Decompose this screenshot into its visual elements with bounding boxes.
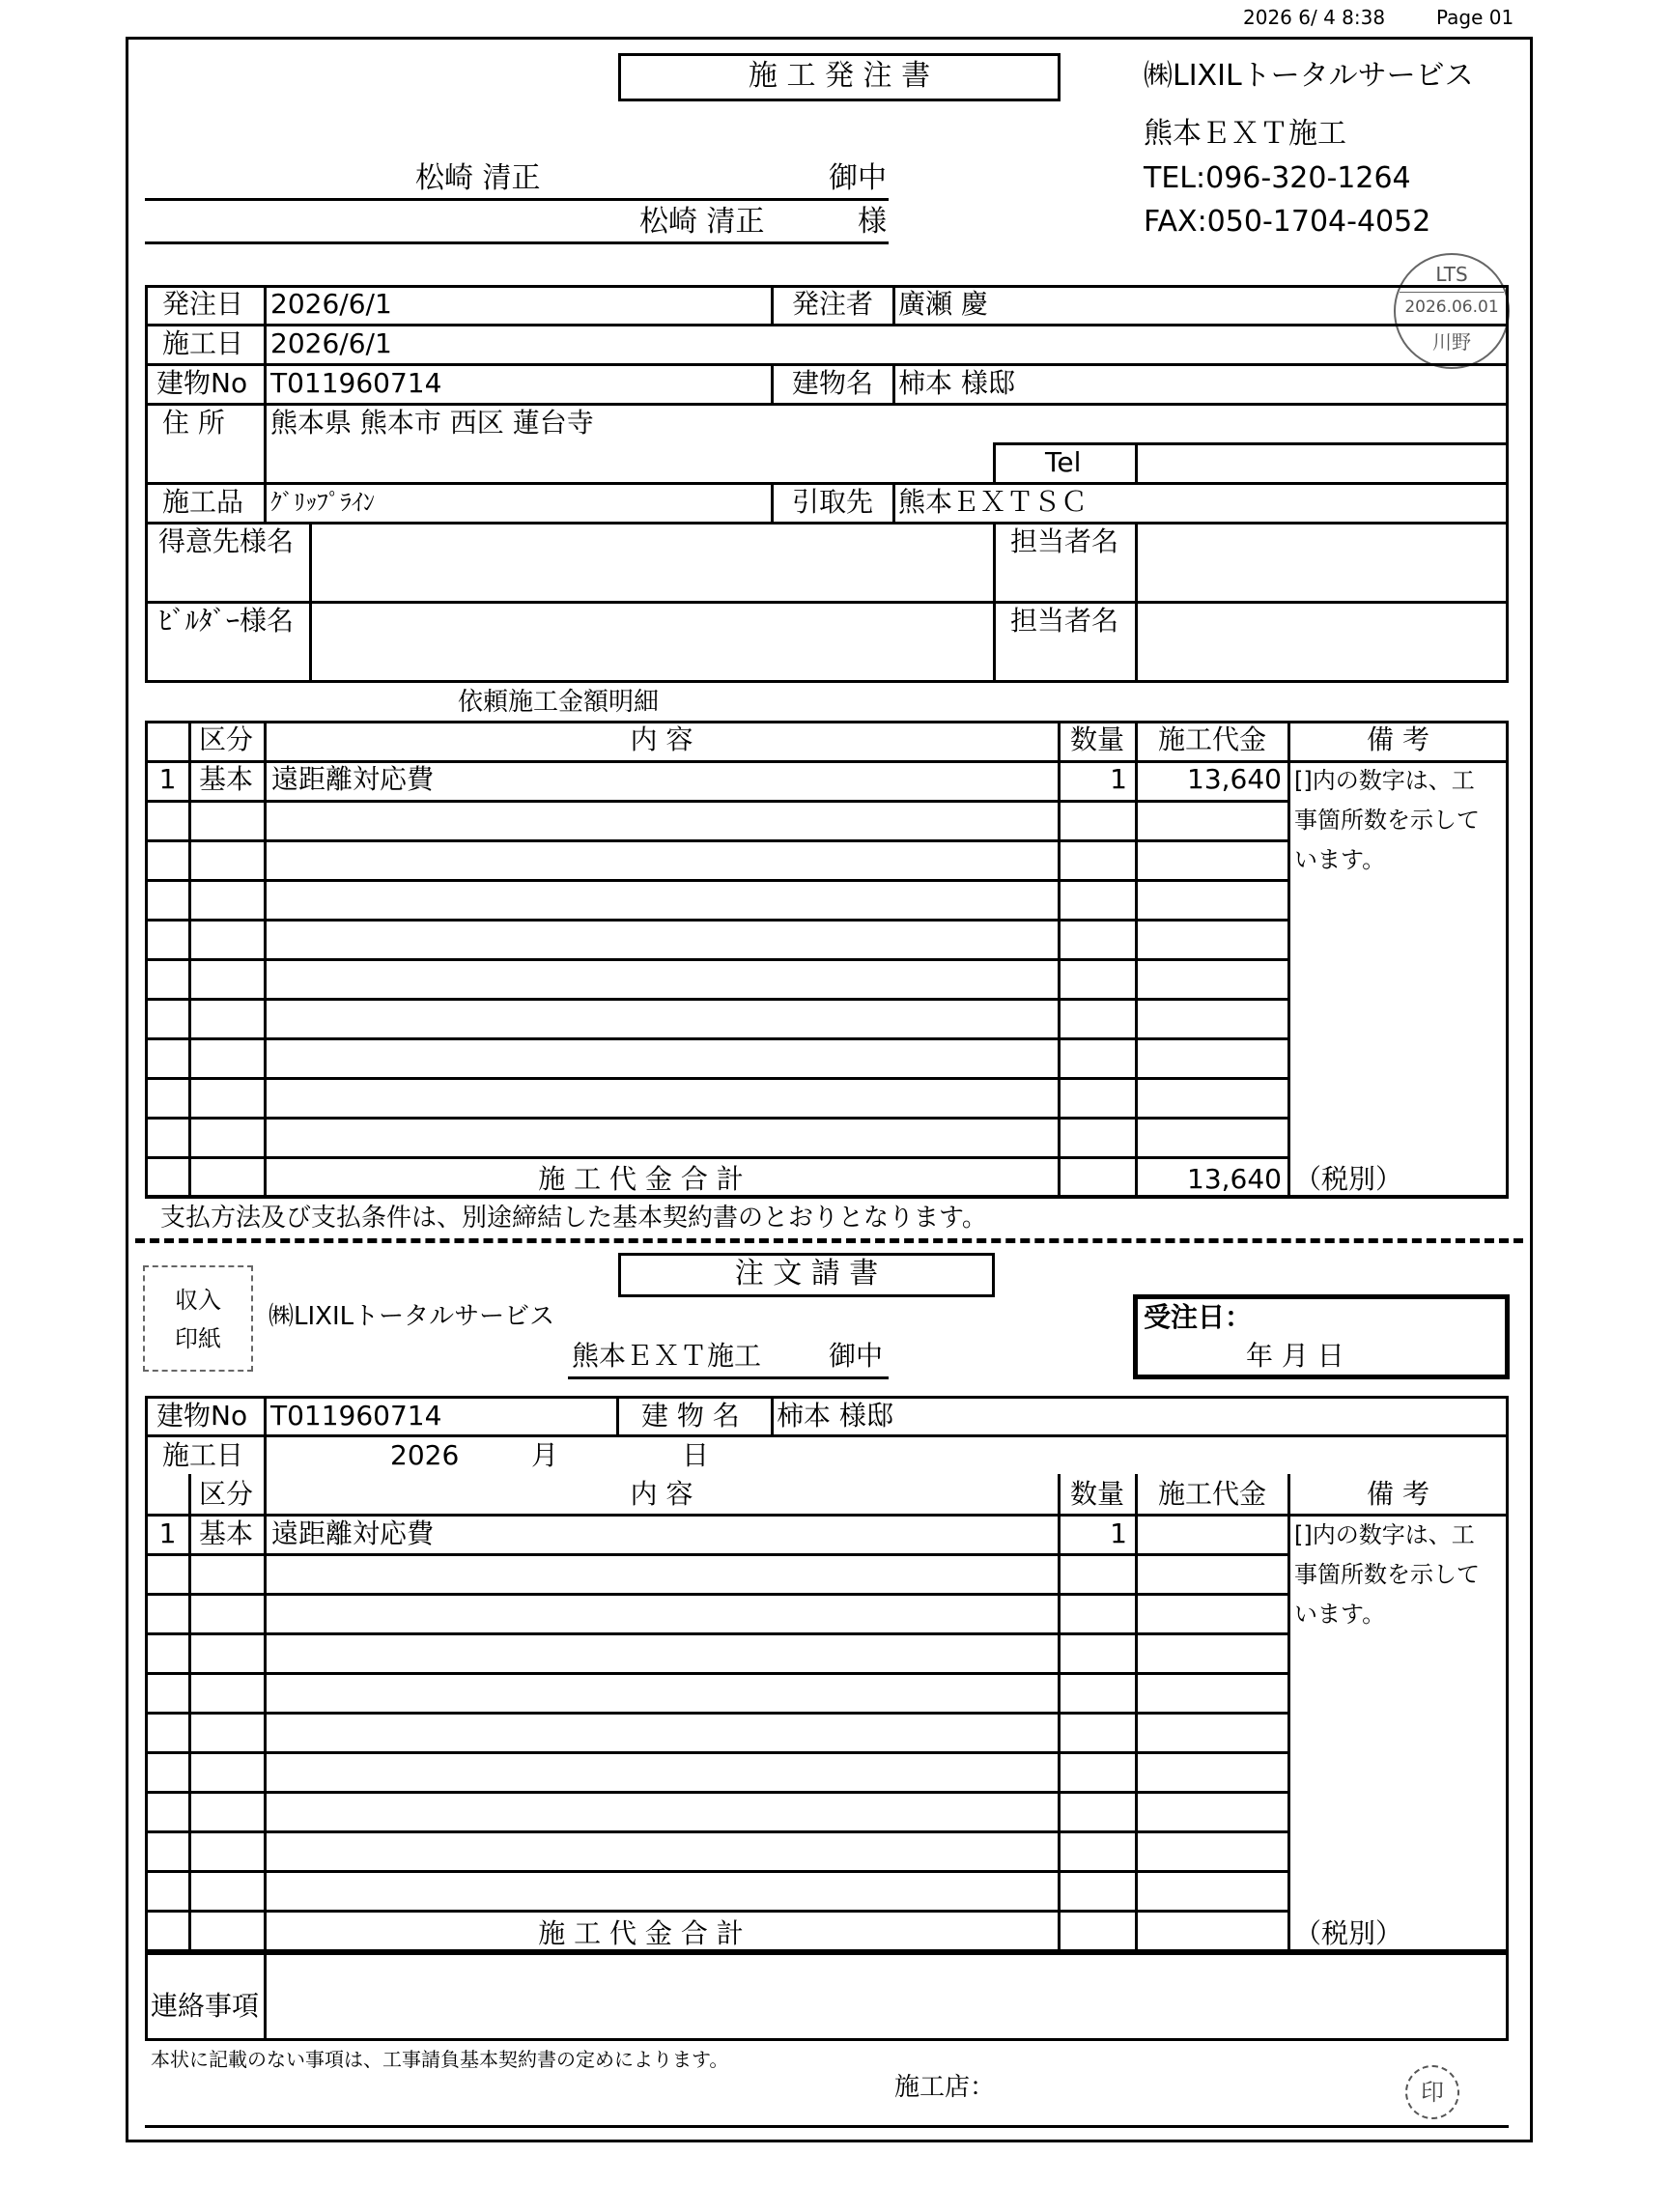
grid-line bbox=[145, 1870, 1289, 1873]
remarks-line-2: 事箇所数を示して bbox=[1294, 807, 1480, 834]
received-date-value: 年 月 日 bbox=[1246, 1340, 1344, 1372]
grid-line bbox=[145, 1632, 1289, 1635]
grid-line bbox=[145, 919, 1289, 922]
cut-line bbox=[135, 1238, 1523, 1243]
remarks-line-3: います。 bbox=[1294, 846, 1386, 873]
grid-line bbox=[145, 1791, 1289, 1794]
issuer-fax: FAX:050-1704-4052 bbox=[1144, 205, 1431, 239]
print-timestamp: 2026 6/ 4 8:38 bbox=[1243, 6, 1386, 29]
acc-tax-note: （税別） bbox=[1294, 1917, 1403, 1949]
revenue-stamp-line1: 収入 bbox=[175, 1287, 221, 1314]
grid-line bbox=[145, 1751, 1289, 1754]
seal-mark-text: 印 bbox=[1421, 2079, 1444, 2106]
issuer-tel: TEL:096-320-1264 bbox=[1144, 161, 1411, 195]
grid-line bbox=[264, 1952, 267, 2041]
contractor-seal-mark bbox=[1405, 2065, 1459, 2119]
acceptance-title: 注 文 請 書 bbox=[734, 1257, 879, 1290]
acc-work-year: 2026 bbox=[390, 1439, 460, 1471]
acc-work-month: 月 bbox=[531, 1439, 559, 1471]
seal-date: 2026.06.01 bbox=[1404, 298, 1499, 317]
address-value: 熊本県 熊本市 西区 蓮台寺 bbox=[270, 407, 594, 439]
row1-category: 基本 bbox=[198, 763, 253, 795]
recipient-company-suffix: 御中 bbox=[829, 161, 887, 195]
grid-line bbox=[145, 1196, 1509, 1199]
revenue-stamp-box bbox=[143, 1265, 253, 1372]
order-date-value: 2026/6/1 bbox=[270, 288, 392, 320]
orderer-value: 廣瀬 慶 bbox=[898, 288, 988, 320]
building-name-label: 建物名 bbox=[792, 367, 874, 399]
grid-line bbox=[145, 839, 1289, 842]
grid-line bbox=[145, 1952, 1509, 1955]
acc-building-name-label: 建 物 名 bbox=[641, 1400, 740, 1432]
grid-line bbox=[145, 1514, 1509, 1517]
acceptance-recipient-company: ㈱LIXILトータルサービス bbox=[269, 1302, 555, 1331]
footer-note: 本状に記載のない事項は、工事請負基本契約書の定めによります。 bbox=[151, 2048, 729, 2071]
grid-line bbox=[1287, 1474, 1290, 1952]
grid-line bbox=[264, 721, 267, 1196]
order-date-label: 発注日 bbox=[162, 288, 244, 320]
builder-label: ﾋﾞﾙﾀﾞｰ様名 bbox=[158, 605, 295, 637]
acc-building-no-label: 建物No bbox=[156, 1400, 248, 1432]
acc-col-category: 区分 bbox=[198, 1478, 253, 1510]
order-tax-note: （税別） bbox=[1294, 1163, 1403, 1195]
grid-line bbox=[145, 1553, 1289, 1556]
acc-col-content: 内 容 bbox=[630, 1478, 693, 1510]
contact2-label: 担当者名 bbox=[1010, 605, 1119, 637]
acc-building-name-value: 柿本 様邸 bbox=[777, 1400, 893, 1432]
product-value: ｸﾞﾘｯﾌﾟﾗｲﾝ bbox=[270, 489, 375, 516]
acc-col-qty: 数量 bbox=[1069, 1478, 1124, 1510]
revenue-stamp-line2: 印紙 bbox=[175, 1325, 221, 1352]
recipient-company: 松崎 清正 bbox=[415, 161, 541, 195]
work-date-label: 施工日 bbox=[162, 327, 244, 359]
building-no-value: T011960714 bbox=[270, 367, 442, 399]
detail-title: 依頼施工金額明細 bbox=[458, 688, 660, 717]
col-content: 内 容 bbox=[630, 723, 693, 755]
grid-line bbox=[145, 800, 1289, 803]
row1-qty: 1 bbox=[1110, 763, 1127, 795]
acceptance-recipient-branch: 熊本ＥＸＴ施工 bbox=[572, 1340, 762, 1372]
acc-work-day: 日 bbox=[682, 1439, 710, 1471]
issuer-branch: 熊本ＥＸＴ施工 bbox=[1144, 117, 1346, 151]
grid-line bbox=[145, 1910, 1289, 1913]
pickup-value: 熊本ＥＸＴＳＣ bbox=[898, 486, 1089, 518]
acc-col-remarks: 備 考 bbox=[1367, 1478, 1429, 1510]
col-category: 区分 bbox=[198, 723, 253, 755]
row1-content: 遠距離対応費 bbox=[271, 763, 435, 795]
address-label: 住 所 bbox=[162, 407, 225, 439]
grid-line bbox=[145, 1077, 1289, 1080]
grid-line bbox=[145, 958, 1289, 961]
issuer-company: ㈱LIXILトータルサービス bbox=[1144, 59, 1474, 93]
customer-label: 得意先様名 bbox=[158, 525, 295, 557]
col-price: 施工代金 bbox=[1157, 723, 1266, 755]
acc-row1-qty: 1 bbox=[1110, 1517, 1127, 1549]
acc-row1-content: 遠距離対応費 bbox=[271, 1517, 435, 1549]
grid-line bbox=[145, 1672, 1289, 1675]
recipient-person: 松崎 清正 bbox=[639, 205, 765, 239]
tel-label: Tel bbox=[1045, 446, 1082, 478]
received-date-label: 受注日： bbox=[1144, 1301, 1253, 1333]
order-title: 施 工 発 注 書 bbox=[748, 59, 931, 93]
building-name-value: 柿本 様邸 bbox=[898, 367, 1015, 399]
acc-work-date-label: 施工日 bbox=[162, 1439, 244, 1471]
acc-remarks-line-2: 事箇所数を示して bbox=[1294, 1561, 1480, 1588]
acc-remarks-line-1: []内の数字は、工 bbox=[1294, 1521, 1475, 1548]
acc-col-price: 施工代金 bbox=[1157, 1478, 1266, 1510]
grid-line bbox=[1135, 1474, 1138, 1952]
order-total-value: 13,640 bbox=[1187, 1163, 1282, 1195]
acc-building-no-value: T011960714 bbox=[270, 1400, 442, 1432]
orderer-label: 発注者 bbox=[792, 288, 874, 320]
seal-name: 川野 bbox=[1432, 330, 1471, 354]
grid-line bbox=[145, 998, 1289, 1001]
contact1-label: 担当者名 bbox=[1010, 525, 1119, 557]
grid-line bbox=[145, 1593, 1289, 1596]
grid-line bbox=[1287, 721, 1290, 1198]
order-total-label: 施 工 代 金 合 計 bbox=[538, 1163, 744, 1195]
page-number: Page 01 bbox=[1436, 6, 1514, 29]
row1-price: 13,640 bbox=[1187, 763, 1282, 795]
acc-total-label: 施 工 代 金 合 計 bbox=[538, 1917, 744, 1949]
acc-remarks-line-3: います。 bbox=[1294, 1601, 1386, 1628]
grid-line bbox=[145, 1156, 1289, 1159]
grid-line bbox=[145, 1117, 1289, 1120]
remarks-line-1: []内の数字は、工 bbox=[1294, 767, 1475, 794]
acc-row1-no: 1 bbox=[158, 1517, 177, 1549]
product-label: 施工品 bbox=[162, 486, 244, 518]
recipient-person-suffix: 様 bbox=[858, 205, 887, 239]
col-remarks: 備 考 bbox=[1367, 723, 1429, 755]
payment-note: 支払方法及び支払条件は、別途締結した基本契約書のとおりとなります。 bbox=[160, 1204, 987, 1233]
grid-line bbox=[145, 1037, 1289, 1040]
grid-line bbox=[145, 1830, 1289, 1833]
seal-top: LTS bbox=[1435, 263, 1468, 286]
acceptance-recipient-suffix: 御中 bbox=[829, 1340, 884, 1372]
acc-row1-category: 基本 bbox=[198, 1517, 253, 1549]
col-qty: 数量 bbox=[1069, 723, 1124, 755]
work-date-value: 2026/6/1 bbox=[270, 327, 392, 359]
building-no-label: 建物No bbox=[156, 367, 248, 399]
pickup-label: 引取先 bbox=[792, 486, 874, 518]
row1-no: 1 bbox=[158, 763, 177, 795]
contact-notes-label: 連絡事項 bbox=[151, 1990, 260, 2022]
contractor-label: 施工店： bbox=[894, 2073, 996, 2102]
grid-line bbox=[145, 879, 1289, 882]
grid-line bbox=[145, 1712, 1289, 1715]
grid-line bbox=[264, 1474, 267, 1949]
